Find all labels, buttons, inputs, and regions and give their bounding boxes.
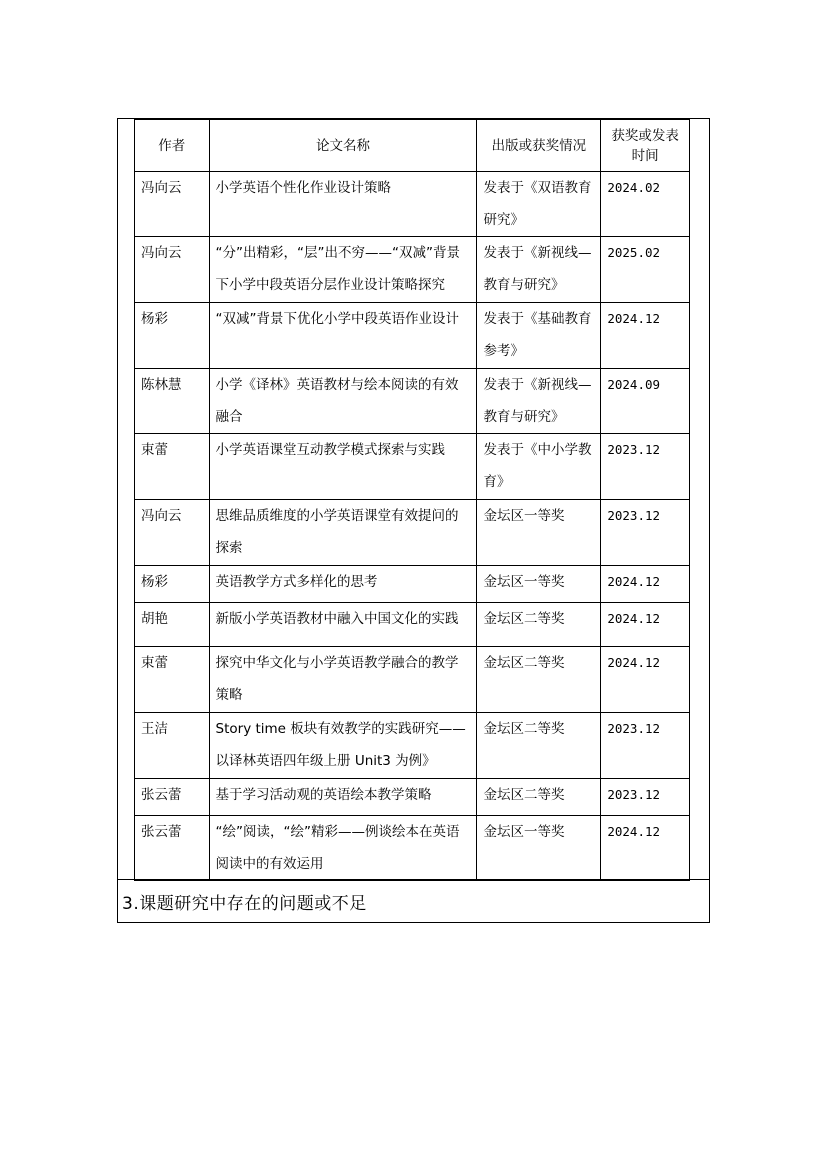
title-cell: 思维品质维度的小学英语课堂有效提问的探索: [209, 500, 477, 566]
date-cell: 2024.12: [601, 303, 690, 369]
status-cell: 发表于《双语教育研究》: [477, 172, 601, 237]
status-cell: 发表于《中小学教育》: [477, 434, 601, 500]
title-cell: 小学英语课堂互动教学模式探索与实践: [209, 434, 477, 500]
header-time-line2: 时间: [631, 147, 659, 164]
table-row: [135, 816, 690, 881]
author-cell: 束蕾: [135, 434, 210, 500]
author-cell: 陈林慧: [135, 369, 210, 434]
status-cell: 金坛区二等奖: [477, 603, 601, 647]
date-cell: 2024.12: [601, 647, 690, 713]
table-row: [135, 647, 690, 713]
date-cell: 2023.12: [601, 500, 690, 566]
status-cell: 金坛区二等奖: [477, 647, 601, 713]
status-cell: 金坛区二等奖: [477, 713, 601, 779]
date-cell: 2025.02: [601, 237, 690, 303]
date-cell: 2023.12: [601, 713, 690, 779]
header-status: 出版或获奖情况: [477, 120, 601, 172]
author-cell: 束蕾: [135, 647, 210, 713]
document-frame: [117, 118, 710, 923]
author-cell: 王洁: [135, 713, 210, 779]
date-cell: 2023.12: [601, 779, 690, 816]
table-row: [135, 369, 690, 434]
author-cell: 张云蕾: [135, 779, 210, 816]
title-cell: “双减”背景下优化小学中段英语作业设计: [209, 303, 477, 369]
author-cell: 冯向云: [135, 172, 210, 237]
date-cell: 2024.12: [601, 816, 690, 881]
title-cell: Story time 板块有效教学的实践研究——以译林英语四年级上册 Unit3 为例》: [209, 713, 477, 779]
table-row: [135, 303, 690, 369]
table-row: [135, 500, 690, 566]
title-cell: “分”出精彩，“层”出不穷——“双减”背景下小学中段英语分层作业设计策略探究: [209, 237, 477, 303]
date-cell: 2024.02: [601, 172, 690, 237]
table-header-row: [135, 120, 690, 172]
section-divider: [118, 879, 709, 880]
table-row: [135, 713, 690, 779]
table-row: [135, 172, 690, 237]
date-cell: 2024.12: [601, 603, 690, 647]
table-row: [135, 434, 690, 500]
author-cell: 胡艳: [135, 603, 210, 647]
date-cell: 2023.12: [601, 434, 690, 500]
header-time-line1: 获奖或发表: [611, 127, 679, 144]
status-cell: 发表于《新视线—教育与研究》: [477, 369, 601, 434]
author-cell: 冯向云: [135, 237, 210, 303]
status-cell: 金坛区二等奖: [477, 779, 601, 816]
status-cell: 金坛区一等奖: [477, 566, 601, 603]
header-time: [601, 120, 690, 172]
table-row: [135, 779, 690, 816]
title-cell: 小学《译林》英语教材与绘本阅读的有效融合: [209, 369, 477, 434]
papers-table: [134, 119, 690, 881]
status-cell: 发表于《基础教育参考》: [477, 303, 601, 369]
table-row: [135, 566, 690, 603]
title-cell: 小学英语个性化作业设计策略: [209, 172, 477, 237]
table-row: [135, 603, 690, 647]
status-cell: 金坛区一等奖: [477, 816, 601, 881]
title-cell: 探究中华文化与小学英语教学融合的教学策略: [209, 647, 477, 713]
date-cell: 2024.09: [601, 369, 690, 434]
section-heading: 3.课题研究中存在的问题或不足: [122, 894, 367, 914]
status-cell: 金坛区一等奖: [477, 500, 601, 566]
title-cell: “绘”阅读，“绘”精彩——例谈绘本在英语阅读中的有效运用: [209, 816, 477, 881]
author-cell: 张云蕾: [135, 816, 210, 881]
author-cell: 冯向云: [135, 500, 210, 566]
header-title: 论文名称: [209, 120, 477, 172]
title-cell: 基于学习活动观的英语绘本教学策略: [209, 779, 477, 816]
table-row: [135, 237, 690, 303]
title-cell: 新版小学英语教材中融入中国文化的实践: [209, 603, 477, 647]
author-cell: 杨彩: [135, 303, 210, 369]
status-cell: 发表于《新视线—教育与研究》: [477, 237, 601, 303]
header-author: 作者: [135, 120, 210, 172]
title-cell: 英语教学方式多样化的思考: [209, 566, 477, 603]
date-cell: 2024.12: [601, 566, 690, 603]
author-cell: 杨彩: [135, 566, 210, 603]
